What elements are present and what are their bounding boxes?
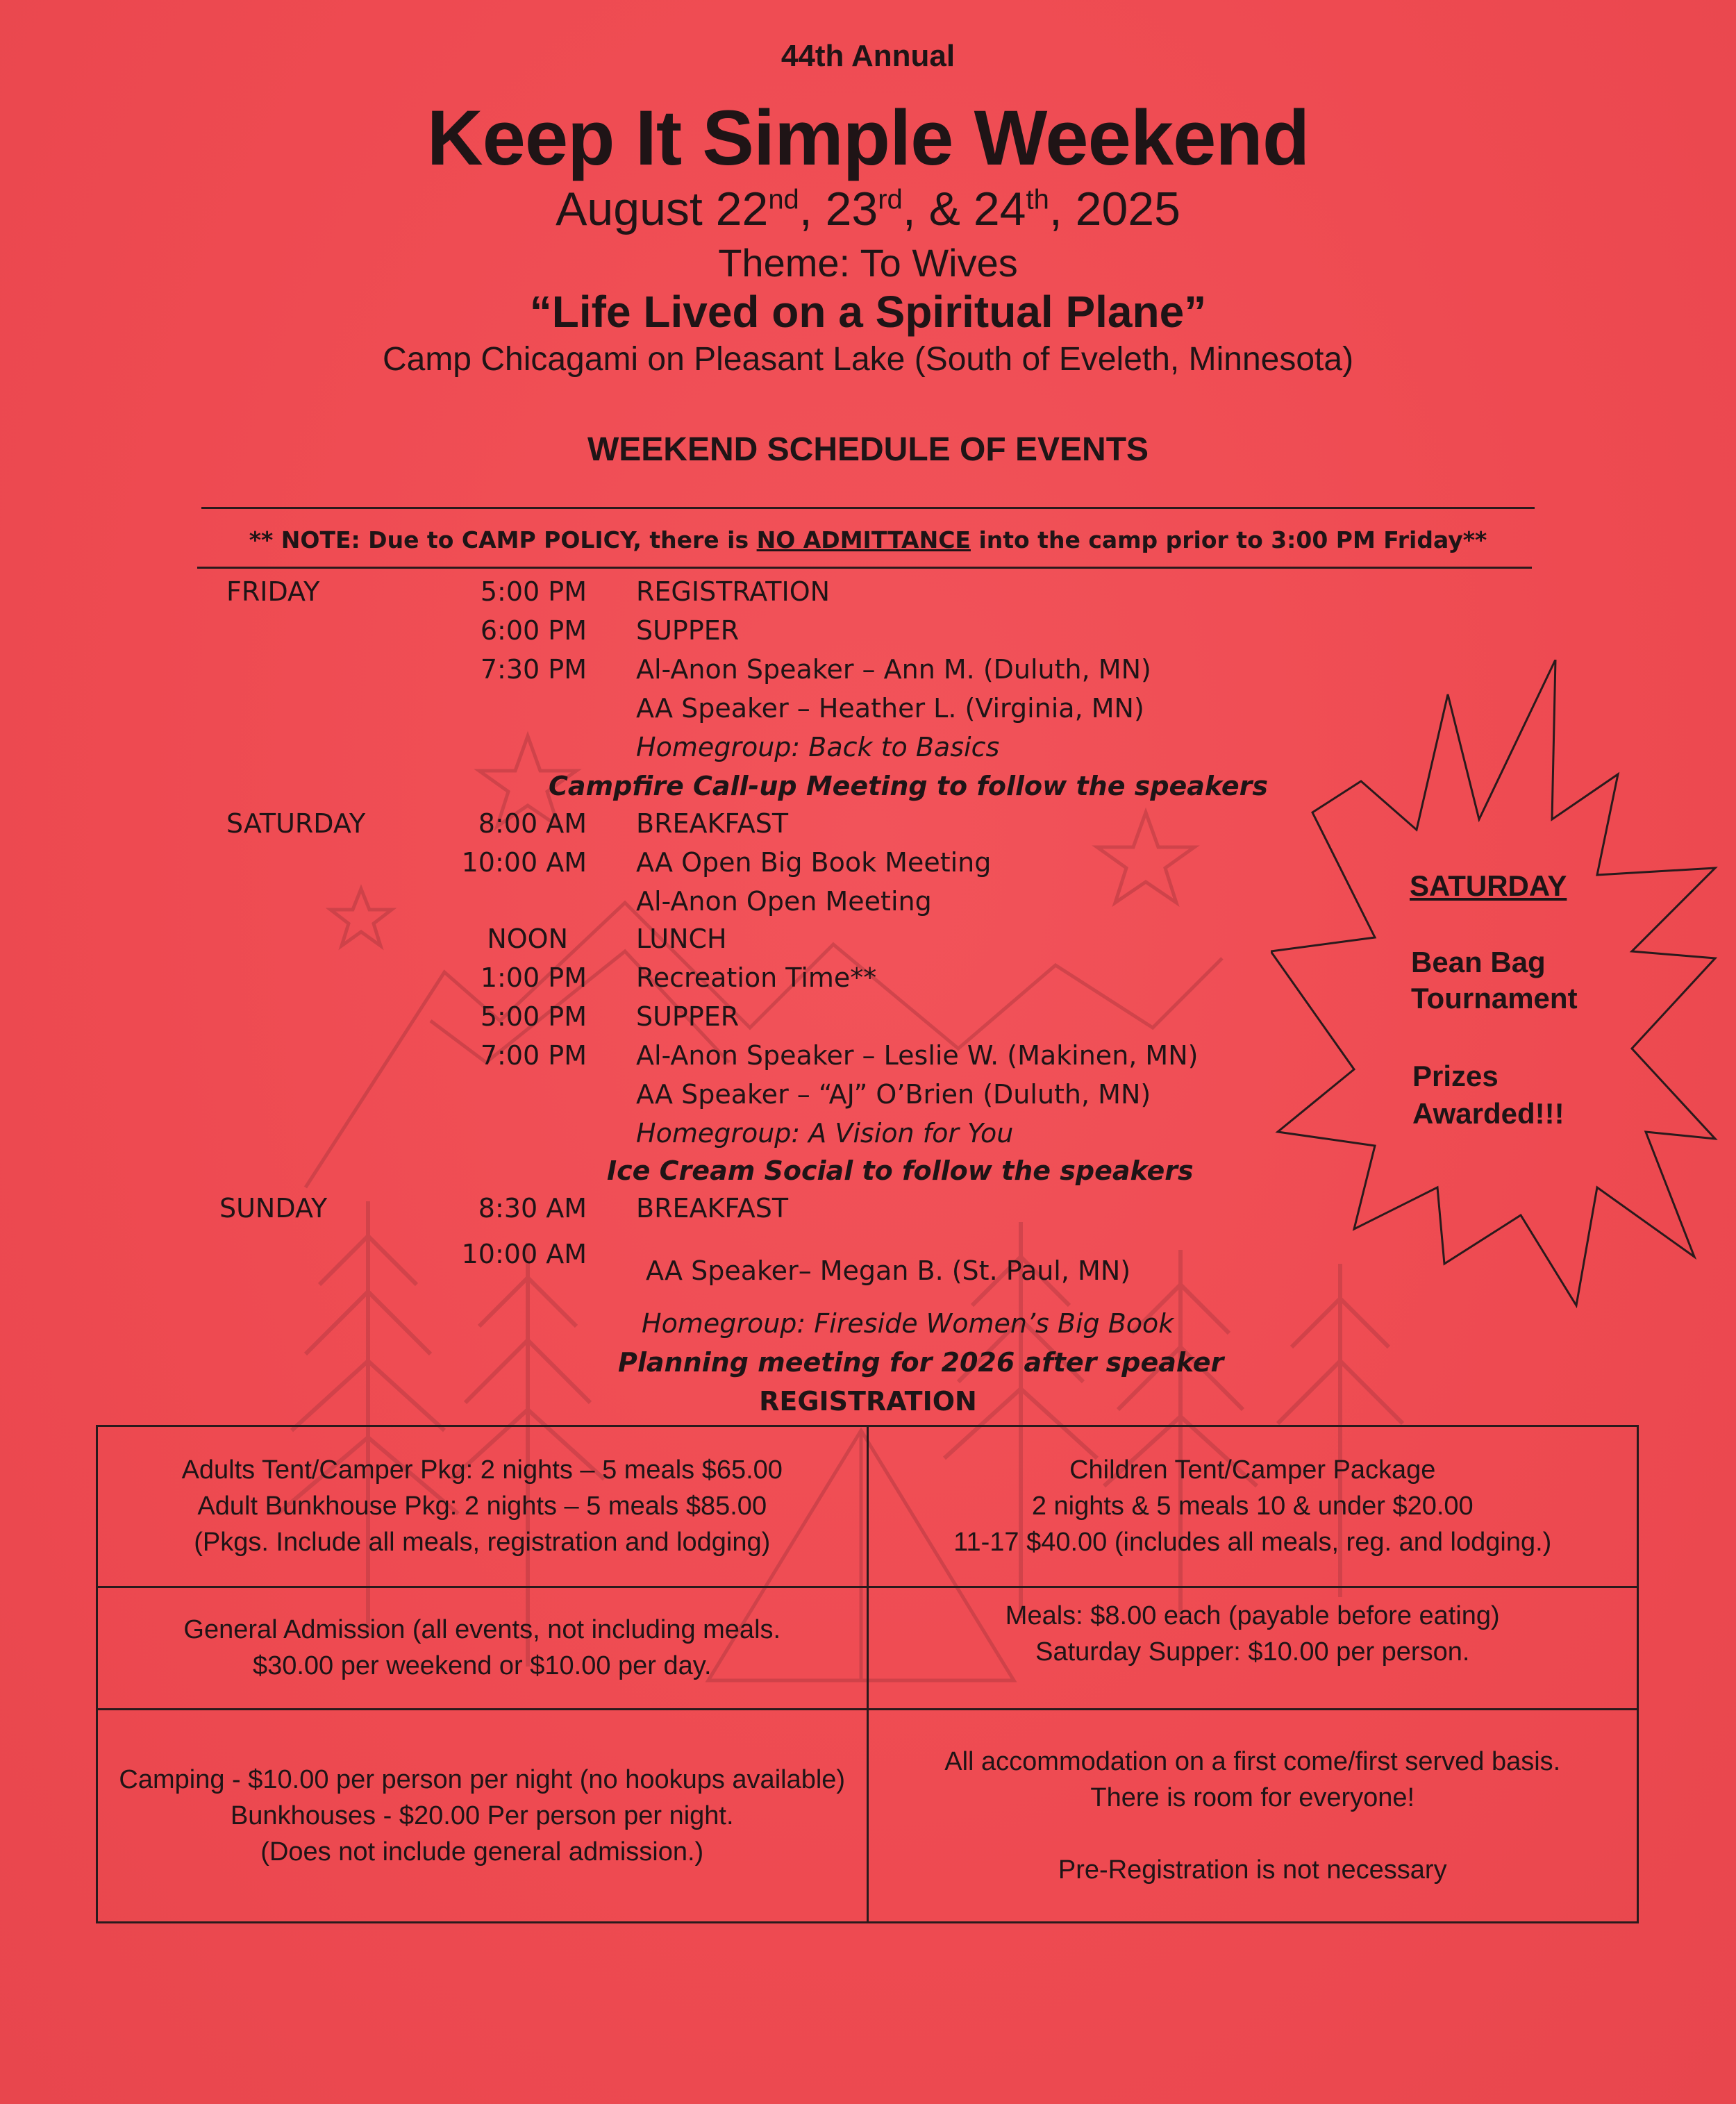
- schedule-event: LUNCH: [636, 924, 727, 954]
- schedule-event: Al-Anon Speaker – Ann M. (Duluth, MN): [636, 654, 1151, 685]
- registration-heading: REGISTRATION: [759, 1386, 977, 1417]
- table-cell: Children Tent/Camper Package 2 nights & 5 meals 10 & under $20.00 11-17 $40.00 (includes all meals, reg. and lodging.): [867, 1426, 1638, 1587]
- schedule-event: AA Speaker – “AJ” O’Brien (Duluth, MN): [636, 1079, 1151, 1110]
- registration-table: [96, 1425, 1639, 1923]
- burst-line: Prizes: [1412, 1060, 1499, 1092]
- table-row: [97, 1709, 1638, 1922]
- table-row: [97, 1426, 1638, 1587]
- event-dates: August 22nd, 23rd, & 24th, 2025: [556, 183, 1180, 235]
- annual-label: 44th Annual: [781, 39, 955, 73]
- schedule-time: 7:00 PM: [480, 1040, 587, 1071]
- schedule-event: SUPPER: [636, 1001, 740, 1032]
- burst-line: Tournament: [1411, 982, 1578, 1015]
- schedule-event: SUPPER: [636, 615, 740, 646]
- burst-line: Bean Bag: [1411, 946, 1546, 978]
- schedule-event: Al-Anon Speaker – Leslie W. (Makinen, MN): [636, 1040, 1199, 1071]
- theme-quote: “Life Lived on a Spiritual Plane”: [529, 287, 1207, 337]
- schedule-time: 1:00 PM: [480, 962, 587, 993]
- schedule-heading: WEEKEND SCHEDULE OF EVENTS: [587, 431, 1149, 468]
- schedule-event: AA Speaker – Heather L. (Virginia, MN): [636, 693, 1144, 724]
- sunday-follow-note: Planning meeting for 2026 after speaker: [618, 1347, 1224, 1378]
- table-row: [97, 1587, 1638, 1709]
- schedule-time: 8:30 AM: [478, 1193, 587, 1224]
- sunday-homegroup: Homegroup: Fireside Women’s Big Book: [642, 1308, 1174, 1339]
- table-cell: General Admission (all events, not including meals. $30.00 per weekend or $10.00 per day.: [97, 1587, 868, 1709]
- schedule-time: 10:00 AM: [461, 847, 587, 878]
- schedule-event: BREAKFAST: [636, 1193, 789, 1224]
- schedule-event: AA Speaker– Megan B. (St. Paul, MN): [646, 1255, 1131, 1286]
- saturday-homegroup: Homegroup: A Vision for You: [636, 1118, 1014, 1149]
- schedule-event: Recreation Time**: [636, 962, 877, 993]
- table-cell: All accommodation on a first come/first served basis. There is room for everyone! Pre-Registration is not necessary: [867, 1709, 1638, 1922]
- table-cell: Meals: $8.00 each (payable before eating) Saturday Supper: $10.00 per person.: [867, 1587, 1638, 1709]
- schedule-time: 7:30 PM: [480, 654, 587, 685]
- table-cell: Camping - $10.00 per person per night (no hookups available) Bunkhouses - $20.00 Per person per night. (Does not include general admission.): [97, 1709, 868, 1922]
- saturday-follow-note: Ice Cream Social to follow the speakers: [607, 1155, 1194, 1186]
- divider-bottom: [197, 567, 1532, 569]
- schedule-time: NOON: [487, 924, 568, 954]
- schedule-event: REGISTRATION: [636, 576, 831, 607]
- schedule-time: 10:00 AM: [461, 1239, 587, 1269]
- schedule-time: 5:00 PM: [480, 576, 587, 607]
- event-title: Keep It Simple Weekend: [426, 94, 1310, 181]
- day-friday: FRIDAY: [226, 576, 320, 607]
- day-saturday: SATURDAY: [226, 808, 366, 839]
- day-sunday: SUNDAY: [219, 1193, 328, 1224]
- event-theme: Theme: To Wives: [718, 241, 1018, 285]
- event-location: Camp Chicagami on Pleasant Lake (South of Eveleth, Minnesota): [382, 341, 1354, 378]
- schedule-event: Al-Anon Open Meeting: [636, 886, 932, 917]
- schedule-time: 6:00 PM: [480, 615, 587, 646]
- schedule-event: BREAKFAST: [636, 808, 789, 839]
- friday-homegroup: Homegroup: Back to Basics: [636, 732, 1000, 762]
- admittance-note: ** NOTE: Due to CAMP POLICY, there is NO ADMITTANCE into the camp prior to 3:00 PM Friday**: [249, 526, 1487, 553]
- burst-line: Awarded!!!: [1412, 1097, 1564, 1130]
- schedule-time: 5:00 PM: [480, 1001, 587, 1032]
- table-cell: Adults Tent/Camper Pkg: 2 nights – 5 meals $65.00 Adult Bunkhouse Pkg: 2 nights – 5 meals $85.00 (Pkgs. Include all meals, registration and lodging): [97, 1426, 868, 1587]
- burst-heading: SATURDAY: [1410, 869, 1567, 902]
- schedule-time: 8:00 AM: [478, 808, 587, 839]
- schedule-event: AA Open Big Book Meeting: [636, 847, 992, 878]
- friday-follow-note: Campfire Call-up Meeting to follow the speakers: [549, 771, 1268, 801]
- divider-top: [201, 507, 1535, 509]
